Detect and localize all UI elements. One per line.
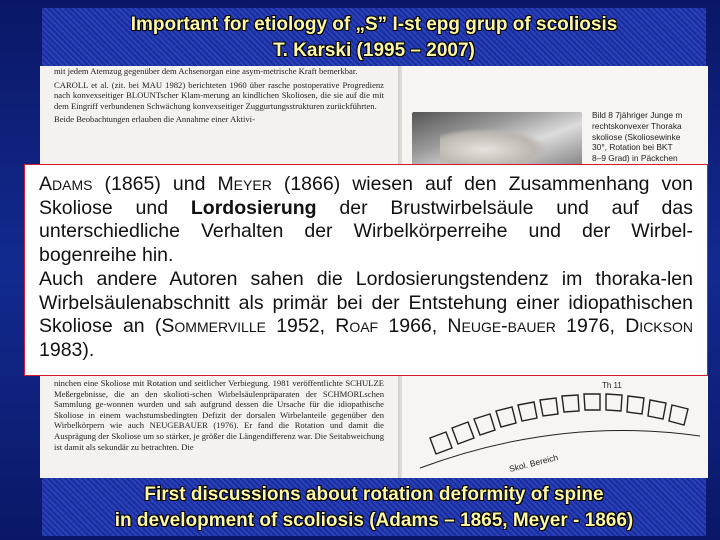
- author-adams: Adams: [39, 173, 93, 195]
- quote-paragraph-1: [39, 173, 693, 268]
- quote-text: (1866) wiesen auf den Zusammenhang von Skoliose und: [39, 173, 693, 219]
- quote-text: 1952,: [265, 315, 336, 338]
- title-banner: [42, 8, 706, 66]
- left-paragraph-2: CAROLL et al. (zit. bei MAU 1982) berichteten 1960 über rasche postoperative Progredienz nach konvexseitiger BLOUNTscher Klam-merung an kindlichen Skoliosen, die sie auf die mit dem Eingriff verbundenen Schwächung konvexseitiger Zuggurtungsstrukturen zurückführten.: [54, 79, 384, 111]
- caption-line: skoliose (Skoliosewinke: [592, 131, 681, 142]
- diagram-label-region: Skol. Bereich: [508, 452, 560, 474]
- title-line-2: T. Karski (1995 – 2007): [273, 40, 475, 61]
- author-roaf: Roaf: [335, 315, 379, 338]
- caption-line: 8–9 Grad) in Päckchen: [592, 153, 678, 164]
- quote-paragraph-2: [39, 268, 693, 363]
- quote-text: der Brustwirbelsäule und auf das unterschiedliche Verhalten der Wirbelkörperreihe und der Wirbel-bogenreihe hin.: [39, 196, 693, 267]
- spine-diagram: [410, 376, 706, 476]
- quote-text: (1865) und: [92, 173, 218, 195]
- title-line-1: Important for etiology of „S” I-st epg grup of scoliosis: [130, 14, 618, 35]
- footer-banner: [42, 478, 706, 536]
- author-sommerville: Sommerville: [161, 315, 266, 338]
- left-paragraph-4: ninchen eine Skoliose mit Rotation und seitlicher Verbiegung. 1981 veröffentlichte SCHULZE Meßergebnisse, die an den skolioti-schen Wirbelsäulenpräparaten der SCHMORLschen Sammlung ge-wonnen wurden und sah aufgrund dessen die Ursache für die idiopathische Skoliose in einem wachstumsbedingten Defizit der dorsalen Wirbelanteile gegenüber den Wirbelkörpern wie auch NEUGEBAUER (1976). Er fand die Rotation und damit die Ausprägung der Skoliose um so stärker, je größer die Längendifferenz war. Die Seitabweichung ist damit als sekundär zu betrachten. Die: [54, 378, 384, 452]
- footer-line-1: First discussions about rotation deformity of spine: [144, 484, 604, 505]
- caption-line: 30°, Rotation bei BKT: [592, 142, 673, 153]
- author-meyer: Meyer: [217, 173, 272, 195]
- footer-line-2: in development of scoliosis (Adams – 1865, Meyer - 1866): [114, 510, 634, 531]
- author-dickson: Dickson: [625, 315, 693, 338]
- left-paragraph-3: Beide Beobachtungen erlauben die Annahme einer Aktivi-: [54, 114, 255, 125]
- quote-text: 1983).: [39, 338, 95, 361]
- caption-line: rechtskonvexer Thoraka: [592, 120, 682, 131]
- left-page-bottom-text: [54, 378, 384, 455]
- quote-text: 1976,: [555, 315, 626, 338]
- patient-photo-figure: [440, 128, 550, 164]
- quote-text: Auch andere Autoren sahen die Lordosierungstendenz im thoraka-len Wirbelsäulenabschnitt als primär bei der Entstehung einer idiopathischen Skoliose an (: [39, 267, 693, 338]
- diagram-label-vertebra: Th 11: [602, 381, 622, 390]
- author-neugebauer: Neuge-bauer: [447, 315, 556, 338]
- figure-caption: [592, 110, 704, 164]
- magnified-quote: [24, 164, 708, 376]
- left-paragraph-1: mit jedem Atemzug gegenüber dem Achsenorgan eine asym-metrische Kraft bemerkbar.: [54, 66, 358, 76]
- quote-emphasis: Lordosierung: [190, 196, 317, 219]
- left-page-top-text: [54, 66, 384, 128]
- caption-line: Bild 8 7jähriger Junge m: [592, 110, 683, 120]
- quote-text: 1966,: [378, 315, 448, 338]
